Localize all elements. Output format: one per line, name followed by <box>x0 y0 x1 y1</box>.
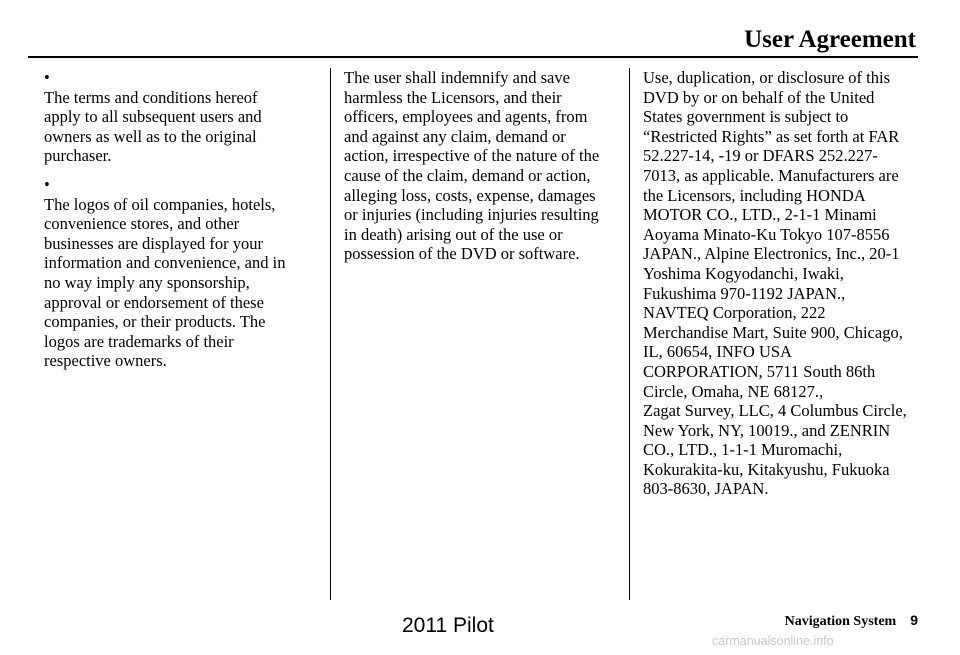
text-line: Yoshima Kogyodanchi, Iwaki, <box>643 263 844 283</box>
text-line: JAPAN., Alpine Electronics, Inc., 20-1 <box>643 244 900 264</box>
page-number: 9 <box>910 612 918 628</box>
text-line: 7013, as applicable. Manufacturers are <box>643 165 899 185</box>
text-line: 52.227-14, -19 or DFARS 252.227- <box>643 146 878 166</box>
text-line: action, irrespective of the nature of the <box>344 146 600 166</box>
page-title: User Agreement <box>744 26 916 53</box>
text-line: DVD by or on behalf of the United <box>643 87 875 107</box>
watermark-site: carmanualsonline.info <box>712 634 834 648</box>
text-line: officers, employees and agents, from <box>344 107 588 127</box>
title-rule <box>28 56 918 58</box>
text-line: Zagat Survey, LLC, 4 Columbus Circle, <box>643 401 907 421</box>
text-line: owners as well as to the original <box>44 126 257 146</box>
text-line: harmless the Licensors, and their <box>344 87 562 107</box>
text-line: no way imply any sponsorship, <box>44 272 250 292</box>
watermark-model: 2011 Pilot <box>402 614 494 637</box>
text-line: alleging loss, costs, expense, damages <box>344 185 596 205</box>
bullet-list <box>30 68 320 371</box>
text-line: possession of the DVD or software. <box>344 244 580 264</box>
text-line: • The logos of oil companies, hotels, <box>44 194 276 214</box>
text-line: and against any claim, demand or <box>344 126 566 146</box>
text-line: Fukushima 970-1192 JAPAN., <box>643 283 846 303</box>
text-line: Circle, Omaha, NE 68127., <box>643 381 824 401</box>
text-line: the Licensors, including HONDA <box>643 185 866 205</box>
text-line: businesses are displayed for your <box>44 233 264 253</box>
text-line: The user shall indemnify and save <box>344 68 570 87</box>
column-divider <box>330 68 331 600</box>
text-line: Merchandise Mart, Suite 900, Chicago, <box>643 322 903 342</box>
text-line: Use, duplication, or disclosure of this <box>643 68 891 87</box>
column-divider <box>629 68 630 600</box>
bullet-item-logos <box>30 175 320 371</box>
text-line: purchaser. <box>44 146 112 166</box>
text-line: MOTOR CO., LTD., 2-1-1 Minami <box>643 205 877 225</box>
text-line: States government is subject to <box>643 107 849 127</box>
text-line: respective owners. <box>44 351 167 371</box>
text-line: convenience stores, and other <box>44 214 240 234</box>
column-2 <box>344 68 619 264</box>
column-3 <box>643 68 923 499</box>
text-line: “Restricted Rights” as set forth at FAR <box>643 126 900 146</box>
text-line: IL, 60654, INFO USA <box>643 342 792 362</box>
page-footer <box>785 612 918 630</box>
text-line: approval or endorsement of these <box>44 292 264 312</box>
text-line: New York, NY, 10019., and ZENRIN <box>643 420 891 440</box>
bullet-item-terms <box>30 68 320 166</box>
text-line: apply to all subsequent users and <box>44 107 262 127</box>
text-line: NAVTEQ Corporation, 222 <box>643 303 826 323</box>
text-line: logos are trademarks of their <box>44 331 234 351</box>
text-line: information and convenience, and in <box>44 253 286 273</box>
column-1 <box>30 68 320 380</box>
text-line: companies, or their products. The <box>44 312 266 332</box>
text-line: CORPORATION, 5711 South 86th <box>643 361 876 381</box>
text-line: or injuries (including injuries resulting <box>344 205 599 225</box>
text-line: cause of the claim, demand or action, <box>344 165 591 185</box>
text-line: Kokurakita-ku, Kitakyushu, Fukuoka <box>643 459 890 479</box>
text-line: CO., LTD., 1-1-1 Muromachi, <box>643 440 843 460</box>
text-line: 803-8630, JAPAN. <box>643 479 769 499</box>
text-line: Aoyama Minato-Ku Tokyo 107-8556 <box>643 224 890 244</box>
text-line: in death) arising out of the use or <box>344 224 563 244</box>
footer-section-title: Navigation System <box>784 614 897 629</box>
text-line: • The terms and conditions hereof <box>44 87 258 107</box>
